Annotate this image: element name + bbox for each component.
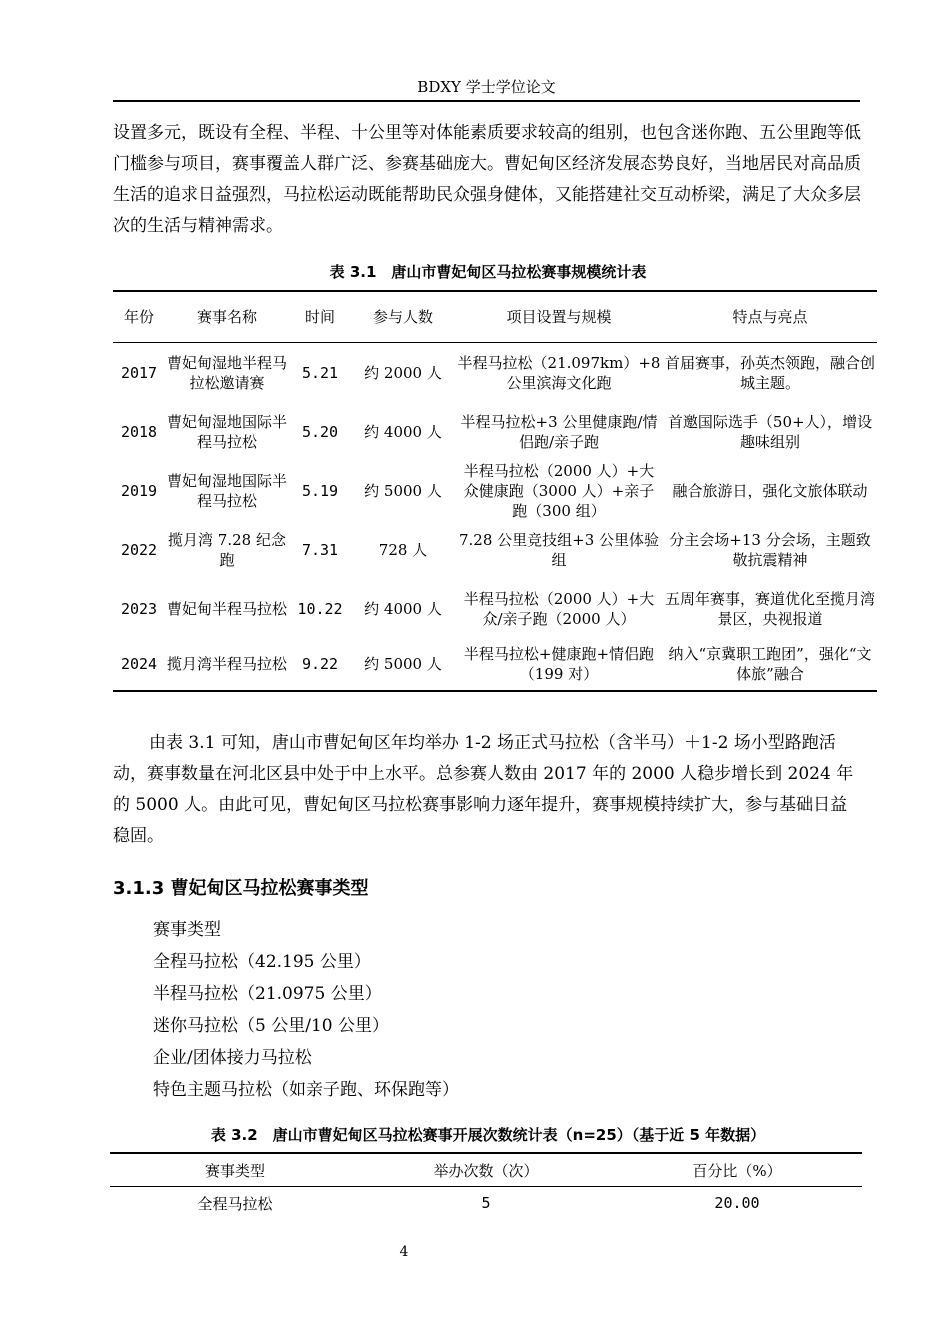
date-cell: 5.20 xyxy=(301,422,339,441)
table1-header-cell: 时间 xyxy=(289,291,351,343)
participants-cell: 728 人 xyxy=(378,541,428,559)
year-cell: 2017 xyxy=(120,363,158,382)
list-item: 全程马拉松（42.195 公里） xyxy=(153,952,371,972)
table-row xyxy=(113,461,877,521)
highlights-cell: 融合旅游日，强化文旅体联动 xyxy=(672,482,868,500)
page-number: 4 xyxy=(399,1244,409,1260)
highlights-cell: 首邀国际选手（50+人），增设趣味组别 xyxy=(667,412,873,451)
event-name-cell: 揽月湾 7.28 纪念跑 xyxy=(168,531,286,569)
participants-cell: 约 5000 人 xyxy=(364,655,442,673)
event-name-cell: 曹妃甸湿地国际半程马拉松 xyxy=(167,472,288,510)
marathon-scale-table xyxy=(113,290,877,692)
program-cell: 半程马拉松+健康跑+情侣跑（199 对） xyxy=(463,645,655,683)
highlights-cell: 五周年赛事，赛道优化至揽月湾景区，央视报道 xyxy=(665,589,876,628)
table-row xyxy=(113,343,877,403)
year-cell: 2024 xyxy=(120,655,158,673)
percent-cell: 20.00 xyxy=(714,1194,760,1212)
program-cell: 半程马拉松（2000 人）+大众健康跑（3000 人）+亲子跑（300 组） xyxy=(463,462,655,520)
highlights-cell: 分主会场+13 分会场，主题致敬抗震精神 xyxy=(669,531,871,569)
table2-header-cell: 百分比（%） xyxy=(612,1153,862,1187)
participants-cell: 约 2000 人 xyxy=(364,363,442,382)
table-row xyxy=(110,1187,862,1220)
table2-header-cell: 举办次数（次） xyxy=(360,1153,612,1187)
event-name-cell: 揽月湾半程马拉松 xyxy=(167,655,288,673)
event-type-list xyxy=(153,914,459,1106)
program-cell: 半程马拉松+3 公里健康跑/情侣跑/亲子跑 xyxy=(460,412,658,451)
list-item: 迷你马拉松（5 公里/10 公里） xyxy=(153,1016,389,1036)
table1-caption: 表 3.1 唐山市曹妃甸区马拉松赛事规模统计表 xyxy=(329,263,647,281)
table-row xyxy=(113,579,877,638)
highlights-cell: 首届赛事，孙英杰领跑，融合创城主题。 xyxy=(665,353,876,392)
list-item: 特色主题马拉松（如亲子跑、环保跑等） xyxy=(153,1080,459,1100)
date-cell: 7.31 xyxy=(301,541,339,559)
date-cell: 5.19 xyxy=(301,482,339,500)
event-name-cell: 曹妃甸湿地国际半程马拉松 xyxy=(167,412,288,451)
table1-header-cell: 参与人数 xyxy=(351,291,455,343)
participants-cell: 约 5000 人 xyxy=(364,482,442,500)
list-item: 赛事类型 xyxy=(153,920,221,940)
paragraph-intro: 设置多元，既设有全程、半程、十公里等对体能素质要求较高的组别，也包含迷你跑、五公里跑等低门槛参与项目，赛事覆盖人群广泛、参赛基础庞大。曹妃甸区经济发展态势良好，当地居民对高品质生活的追求日益强烈，马拉松运动既能帮助民众强身健体，又能搭建社交互动桥梁，满足了大众多层次的生活与精神需求。 xyxy=(113,123,861,236)
list-item: 半程马拉松（21.0975 公里） xyxy=(153,984,382,1004)
participants-cell: 约 4000 人 xyxy=(364,599,442,618)
event-count-table xyxy=(110,1152,862,1219)
date-cell: 5.21 xyxy=(301,363,339,382)
table-row xyxy=(113,638,877,691)
table-row xyxy=(113,521,877,579)
year-cell: 2018 xyxy=(120,422,158,441)
paragraph-analysis: 由表 3.1 可知，唐山市曹妃甸区年均举办 1-2 场正式马拉松（含半马）＋1-2 场小型路跑活动，赛事数量在河北区县中处于中上水平。总参赛人数由 2017 年的 2000 人稳步增长到 2024 年的 5000 人。由此可见，曹妃甸区马拉松赛事影响力逐年提升，赛事规模持续扩大，参与基础日益稳固。 xyxy=(113,733,854,846)
table1-header-cell: 赛事名称 xyxy=(165,291,289,343)
table1-header-cell: 年份 xyxy=(113,291,165,343)
event-name-cell: 曹妃甸半程马拉松 xyxy=(167,599,288,618)
highlights-cell: 纳入“京冀职工跑团”，强化“文体旅”融合 xyxy=(668,645,872,683)
year-cell: 2019 xyxy=(120,482,158,500)
section-heading: 3.1.3 曹妃甸区马拉松赛事类型 xyxy=(113,878,369,899)
list-item: 企业/团体接力马拉松 xyxy=(153,1048,312,1068)
table2-caption: 表 3.2 唐山市曹妃甸区马拉松赛事开展次数统计表（n=25）（基于近 5 年数据） xyxy=(210,1126,766,1144)
program-cell: 半程马拉松（2000 人）+大众/亲子跑（2000 人） xyxy=(463,589,655,628)
year-cell: 2022 xyxy=(120,541,158,559)
event-name-cell: 曹妃甸湿地半程马拉松邀请赛 xyxy=(167,353,288,392)
table2-header-row xyxy=(110,1153,862,1187)
table2-header-cell: 赛事类型 xyxy=(110,1153,360,1187)
count-cell: 5 xyxy=(481,1194,491,1212)
date-cell: 10.22 xyxy=(297,599,343,618)
year-cell: 2023 xyxy=(120,599,158,618)
table1-header-cell: 项目设置与规模 xyxy=(455,291,663,343)
program-cell: 7.28 公里竞技组+3 公里体验组 xyxy=(458,531,660,569)
table1-header-cell: 特点与亮点 xyxy=(663,291,877,343)
date-cell: 9.22 xyxy=(301,655,339,673)
header-rule xyxy=(113,100,860,102)
participants-cell: 约 4000 人 xyxy=(364,422,442,441)
page-header: BDXY 学士学位论文 xyxy=(417,78,556,96)
program-cell: 半程马拉松（21.097km）+8 公里滨海文化跑 xyxy=(457,353,661,392)
type-cell: 全程马拉松 xyxy=(197,1194,273,1213)
table1-header-row xyxy=(113,291,877,343)
table-row xyxy=(113,402,877,461)
